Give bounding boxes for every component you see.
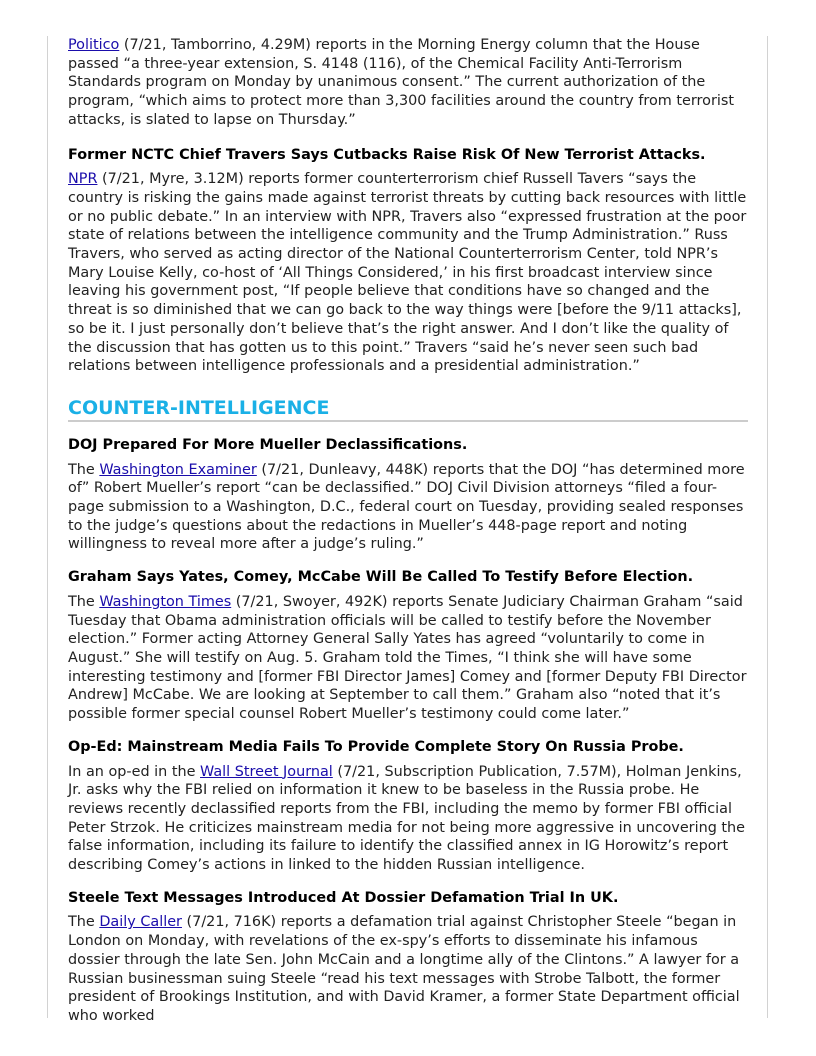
article-politico-body: Politico (7/21, Tamborrino, 4.29M) reports in the Morning Energy column that the House passed “a three-year extension, S. 4148 (116), of the Chemical Facility Anti-Terrorism Standards program on Monday by unanimous consent.” The current authorization of the program, “which aims to protect more than 3,300 facilities around the country from terrorist attacks, is slated to lapse on Thursday.” (68, 37, 735, 128)
section-title-counter-intelligence: COUNTER-INTELLIGENCE (68, 396, 748, 422)
headline-graham-testify: Graham Says Yates, Comey, McCabe Will Be Called To Testify Before Election. (68, 569, 694, 586)
page-border-right (767, 36, 768, 1018)
source-link-washington-times[interactable]: Washington Times (99, 593, 232, 610)
headline-steele-texts: Steele Text Messages Introduced At Dossier Defamation Trial In UK. (68, 889, 619, 906)
source-link-wall-street-journal[interactable]: Wall Street Journal (200, 763, 333, 780)
headline-travers: Former NCTC Chief Travers Says Cutbacks Raise Risk Of New Terrorist Attacks. (68, 146, 706, 163)
article-doj-mueller-body: The Washington Examiner (7/21, Dunleavy, 448K) reports that the DOJ “has determined more of” Robert Mueller’s report “can be declassified.” DOJ Civil Division attorneys “filed a four-page submission to a Washington, D.C., federal court on Tuesday, providing sealed responses to the judge’s questions about the redactions in Mueller’s 448-page report and noting willingness to reveal more after a judge’s ruling.” (68, 461, 745, 553)
headline-op-ed-russia-probe: Op-Ed: Mainstream Media Fails To Provide Complete Story On Russia Probe. (68, 738, 684, 755)
source-link-npr[interactable]: NPR (68, 171, 98, 188)
article-op-ed-russia-probe-body: In an op-ed in the Wall Street Journal (7/21, Subscription Publication, 7.57M), Holman Jenkins, Jr. asks why the FBI relied on information it knew to be baseless in the Russia probe. He reviews recently declassified reports from the FBI, including the memo by former FBI official Peter Strzok. He criticizes mainstream media for not being more aggressive in uncovering the false information, including its failure to identify the classified annex in IG Horowitz’s report describing Comey’s actions in linked to the hidden Russian intelligence. (68, 763, 746, 874)
article-steele-texts-body: The Daily Caller (7/21, 716K) reports a defamation trial against Christopher Steele “began in London on Monday, with revelations of the ex-spy’s efforts to disseminate his infamous dossier through the late Sen. John McCain and a longtime ally of the Clintons.” A lawyer for a Russian businessman suing Steele “read his text messages with Strobe Talbott, the former president of Brookings Institution, and with David Kramer, a former State Department official who worked (68, 914, 740, 1024)
source-link-politico[interactable]: Politico (68, 37, 120, 53)
page-border-left (47, 36, 48, 1018)
article-graham-testify-body: The Washington Times (7/21, Swoyer, 492K) reports Senate Judiciary Chairman Graham “said Tuesday that Obama administration officials will be called to testify before the November election.” Former acting Attorney General Sally Yates has agreed “voluntarily to come in August.” She will testify on Aug. 5. Graham told the Times, “I think she will have some interesting testimony and [former FBI Director James] Comey and [former Deputy FBI Director Andrew] McCabe. We are looking at September to call them.” Graham also “noted that it’s possible former special counsel Robert Mueller’s testimony could come later.” (68, 593, 747, 723)
source-link-washington-examiner[interactable]: Washington Examiner (99, 461, 257, 478)
newsletter-body (68, 36, 748, 1026)
source-link-daily-caller[interactable]: Daily Caller (99, 914, 182, 931)
article-travers-body: NPR (7/21, Myre, 3.12M) reports former counterterrorism chief Russell Tavers “says the country is risking the gains made against terrorist threats by cutting back resources with little or no public debate.” In an interview with NPR, Travers also “expressed frustration at the poor state of relations between the intelligence community and the Trump Administration.” Russ Travers, who served as acting director of the National Counterterrorism Center, told NPR’s Mary Louise Kelly, co-host of ‘All Things Considered,’ in his first broadcast interview since leaving his government post, “If people believe that conditions have so changed and the threat is so diminished that we can go back to the way things were [before the 9/11 attacks], so be it. I just personally don’t believe that’s the right answer. And I don’t like the quality of the discussion that has gotten us to this point.” Travers “said he’s never seen such bad relations between intelligence professionals and a presidential administration.” (68, 171, 747, 375)
headline-doj-mueller: DOJ Prepared For More Mueller Declassifications. (68, 436, 468, 453)
